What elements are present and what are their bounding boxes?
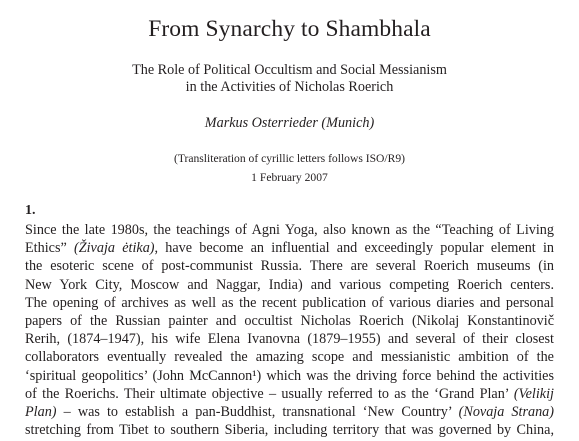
- paragraph-line: Ethics” (Živaja ėtika), have become an influential and exceedingly popular element in: [25, 240, 554, 257]
- paragraph-line: Plan) – was to establish a pan-Buddhist, transnational ‘New Country’ (Novaja Strana): [25, 403, 554, 420]
- paragraph-line: The opening of archives as well as the recent publication of various diaries and personal: [25, 294, 554, 311]
- paragraph-line: papers of the Russian painter and occultist Nicholas Roerich (Nikolaj Konstantinovič: [25, 312, 554, 329]
- body-paragraph: [25, 221, 554, 439]
- paragraph-line: stretching from Tibet to southern Siberia, including territory that was governed by China,: [25, 422, 554, 439]
- transliteration-note: (Transliteration of cyrillic letters follows ISO/R9): [173, 152, 406, 165]
- paragraph-line: ‘spiritual geopolitics’ (John McCannon¹) which was the driving force behind the activities: [25, 367, 554, 384]
- subtitle-line-2: in the Activities of Nicholas Roerich: [185, 79, 394, 95]
- publication-date: 1 February 2007: [251, 171, 328, 184]
- paragraph-line: the esoteric scene of post-communist Russia. There are several Roerich museums (in: [25, 258, 554, 275]
- paper-title: From Synarchy to Shambhala: [148, 16, 431, 42]
- section-number: 1.: [25, 203, 36, 218]
- paragraph-line: Rerih, (1874–1947), his wife Elena Ivanovna (1879–1955) and several of their closest: [25, 331, 554, 348]
- subtitle-line-1: The Role of Political Occultism and Social Messianism: [132, 62, 447, 78]
- paragraph-line: collaborators eventually revealed the amazing scope and messianistic ambition of the: [25, 349, 554, 366]
- author-line: Markus Osterrieder (Munich): [204, 115, 375, 131]
- paragraph-line: of the Roerichs. Their ultimate objective – usually referred to as the ‘Grand Plan’ (Velikij: [25, 385, 554, 402]
- paragraph-line: New York City, Moscow and Naggar, India) and various competing Roerich centers.: [25, 276, 554, 293]
- paragraph-line: Since the late 1980s, the teachings of Agni Yoga, also known as the “Teaching of Living: [25, 222, 554, 238]
